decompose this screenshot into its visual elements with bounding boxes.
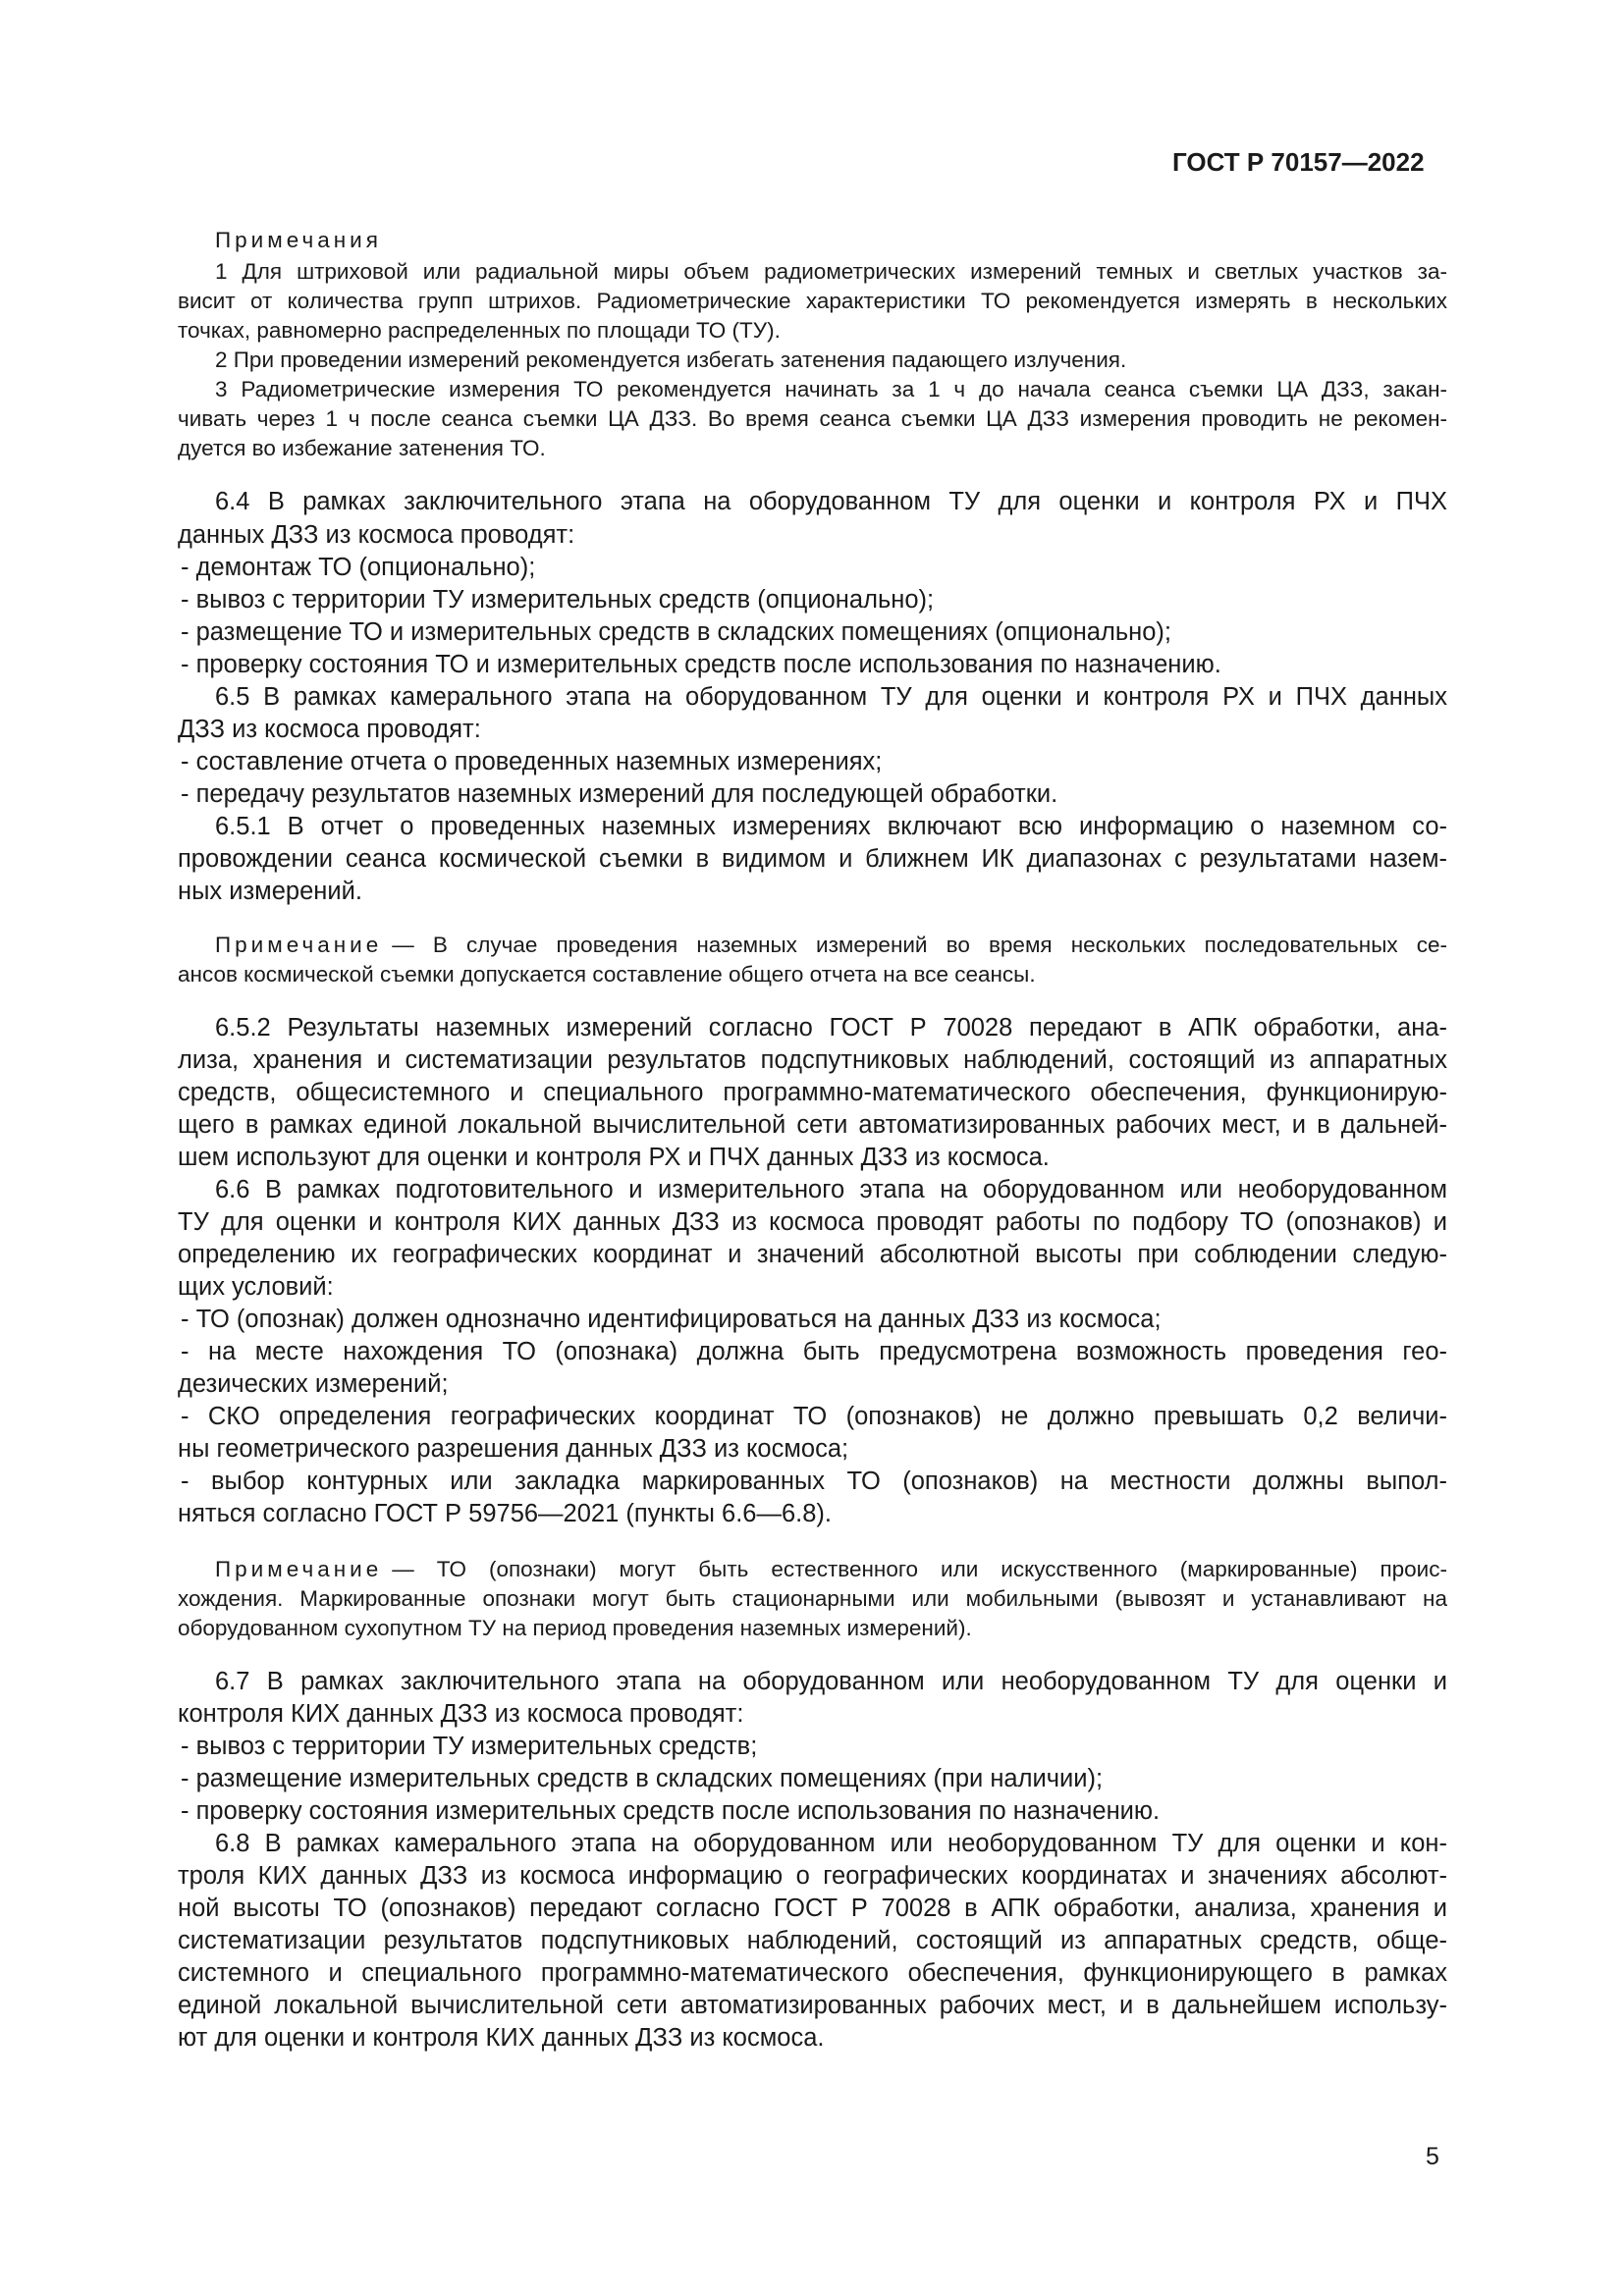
clause-6-5: 6.5 В рамках камерального этапа на оборудованном ТУ для оценки и контроля РХ и ПЧХ данных xyxy=(215,683,1447,711)
clause-6-4: 6.4 В рамках заключительного этапа на оборудованном ТУ для оценки и контроля РХ и ПЧХ xyxy=(215,488,1447,515)
clause-6-5-1: 6.5.1 В отчет о проведенных наземных измерениях включают всю информацию о наземном со- xyxy=(215,813,1447,840)
text-line: щих условий: xyxy=(178,1273,334,1301)
text-line: 2 При проведении измерений рекомендуется избегать затенения падающего излучения. xyxy=(215,347,1127,372)
text-line: точках, равномерно распределенных по площади ТО (ТУ). xyxy=(178,318,781,343)
text-line: 3 Радиометрические измерения ТО рекомендуется начинать за 1 ч до начала сеанса съемки ЦА ДЗЗ, закан- xyxy=(215,377,1447,401)
note-label: Примечание xyxy=(215,933,383,957)
text-line: дуется во избежание затенения ТО. xyxy=(178,436,546,460)
clause-6-8: 6.8 В рамках камерального этапа на оборудованном или необорудованном ТУ для оценки и кон- xyxy=(215,1830,1447,1857)
clause-6-7: 6.7 В рамках заключительного этапа на оборудованном или необорудованном ТУ для оценки и xyxy=(215,1668,1447,1695)
text-line: лиза, хранения и систематизации результатов подспутниковых наблюдений, состоящий из аппаратных xyxy=(178,1046,1447,1074)
list-item: - передачу результатов наземных измерений для последующей обработки. xyxy=(181,780,1058,808)
list-item: - размещение измерительных средств в складских помещениях (при наличии); xyxy=(181,1765,1104,1792)
clause-6-5-2: 6.5.2 Результаты наземных измерений согласно ГОСТ Р 70028 передают в АПК обработки, ана- xyxy=(215,1014,1447,1041)
text-line: данных ДЗЗ из космоса проводят: xyxy=(178,521,575,549)
page-number: 5 xyxy=(1426,2143,1439,2170)
notes-heading: Примечания xyxy=(215,228,382,252)
list-item: - вывоз с территории ТУ измерительных средств (опционально); xyxy=(181,586,935,614)
list-item: - составление отчета о проведенных наземных измерениях; xyxy=(181,748,883,775)
text-line: провождении сеанса космической съемки в видимом и ближнем ИК диапазонах с результатами назем- xyxy=(178,845,1447,873)
text-line: оборудованном сухопутном ТУ на период проведения наземных измерений). xyxy=(178,1616,972,1640)
text-line: средств, общесистемного и специального программно-математического обеспечения, функционирую- xyxy=(178,1079,1447,1106)
list-item: - вывоз с территории ТУ измерительных средств; xyxy=(181,1733,758,1760)
text-line: троля КИХ данных ДЗЗ из космоса информацию о географических координатах и значениях абсолют- xyxy=(178,1862,1447,1890)
text-line: систематизации результатов подспутниковых наблюдений, состоящий из аппаратных средств, обще- xyxy=(178,1927,1447,1954)
text-line: ных измерений. xyxy=(178,878,362,905)
text-line: ной высоты ТО (опознаков) передают согласно ГОСТ Р 70028 в АПК обработки, анализа, хранения и xyxy=(178,1895,1447,1922)
list-item: - на месте нахождения ТО (опознака) должна быть предусмотрена возможность проведения гео- xyxy=(181,1338,1447,1365)
text-line: шем используют для оценки и контроля РХ и ПЧХ данных ДЗЗ из космоса. xyxy=(178,1144,1050,1171)
list-item: - СКО определения географических координат ТО (опознаков) не должно превышать 0,2 величи- xyxy=(181,1403,1447,1430)
list-item: - выбор контурных или закладка маркированных ТО (опознаков) на местности должны выпол- xyxy=(181,1468,1447,1495)
text-line: контроля КИХ данных ДЗЗ из космоса проводят: xyxy=(178,1700,744,1728)
list-item: - проверку состояния измерительных средств после использования по назначению. xyxy=(181,1797,1161,1825)
text-line: дезических измерений; xyxy=(178,1370,449,1398)
text-line: ансов космической съемки допускается составление общего отчета на все сеансы. xyxy=(178,962,1036,987)
text-line: ны геометрического разрешения данных ДЗЗ из космоса; xyxy=(178,1435,849,1463)
list-item: - проверку состояния ТО и измерительных средств после использования по назначению. xyxy=(181,651,1221,678)
note-label: Примечание xyxy=(215,1557,383,1581)
list-item: - размещение ТО и измерительных средств в складских помещениях (опционально); xyxy=(181,618,1171,646)
document-code-header: ГОСТ Р 70157—2022 xyxy=(1172,147,1425,177)
text-line: ТУ для оценки и контроля КИХ данных ДЗЗ из космоса проводят работы по подбору ТО (опознаков) и xyxy=(178,1208,1447,1236)
note-line xyxy=(215,933,1447,958)
text-line: чивать через 1 ч после сеанса съемки ЦА ДЗЗ. Во время сеанса съемки ЦА ДЗЗ измерения проводить не рекомен- xyxy=(178,406,1447,431)
list-item: - ТО (опознак) должен однозначно идентифицироваться на данных ДЗЗ из космоса; xyxy=(181,1306,1162,1333)
list-item: - демонтаж ТО (опционально); xyxy=(181,554,536,581)
text-line: хождения. Маркированные опознаки могут быть стационарными или мобильными (вывозят и устанавливают на xyxy=(178,1586,1447,1611)
text-line: определению их географических координат и значений абсолютной высоты при соблюдении следую- xyxy=(178,1241,1447,1268)
text-line: единой локальной вычислительной сети автоматизированных рабочих мест, и в дальнейшем использу- xyxy=(178,1992,1447,2019)
note-text: — В случае проведения наземных измерений во время нескольких последовательных се- xyxy=(392,933,1447,957)
text-line: щего в рамках единой локальной вычислительной сети автоматизированных рабочих мест, и в дальней- xyxy=(178,1111,1447,1139)
text-line: ДЗЗ из космоса проводят: xyxy=(178,716,481,743)
text-line: висит от количества групп штрихов. Радиометрические характеристики ТО рекомендуется измерять в нескольких xyxy=(178,289,1447,313)
text-line: ют для оценки и контроля КИХ данных ДЗЗ из космоса. xyxy=(178,2024,825,2052)
text-line: 1 Для штриховой или радиальной миры объем радиометрических измерений темных и светлых участков за- xyxy=(215,259,1447,284)
text-line: няться согласно ГОСТ Р 59756—2021 (пункты 6.6—6.8). xyxy=(178,1500,833,1527)
text-line: системного и специального программно-математического обеспечения, функционирующего в рамках xyxy=(178,1959,1447,1987)
note-line xyxy=(215,1557,1447,1582)
clause-6-6: 6.6 В рамках подготовительного и измерительного этапа на оборудованном или необорудованном xyxy=(215,1176,1447,1203)
note-text: — ТО (опознаки) могут быть естественного или искусственного (маркированные) проис- xyxy=(392,1557,1447,1581)
